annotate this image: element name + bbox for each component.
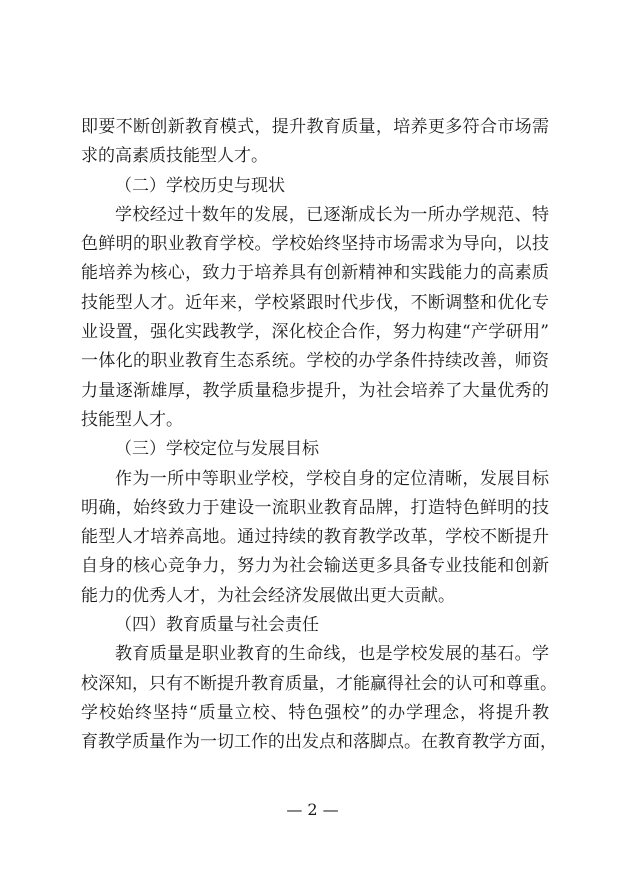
- page-number: — 2 —: [286, 800, 339, 819]
- paragraph-line: 色鲜明的职业教育学校。学校始终坚持市场需求为导向，以技: [81, 234, 549, 255]
- paragraph-line: 明确，始终致力于建设一流职业教育品牌，打造特色鲜明的技: [81, 497, 549, 518]
- paragraph-line: 一体化的职业教育生态系统。学校的办学条件持续改善，师资: [81, 351, 549, 372]
- paragraph-line: 能力的优秀人才，为社会经济发展做出更大贡献。: [81, 585, 455, 606]
- paragraph-line: 育教学质量作为一切工作的出发点和落脚点。在教育教学方面，: [81, 732, 557, 753]
- paragraph-line: 能培养为核心，致力于培养具有创新精神和实践能力的高素质: [81, 263, 549, 284]
- paragraph-line: 技能型人才。近年来，学校紧跟时代步伐，不断调整和优化专: [81, 292, 549, 313]
- paragraph-line: 教育质量是职业教育的生命线，也是学校发展的基石。学: [115, 644, 549, 665]
- paragraph-line: 力量逐渐雄厚，教学质量稳步提升，为社会培养了大量优秀的: [81, 380, 549, 401]
- paragraph-line: 技能型人才。: [81, 409, 183, 430]
- paragraph-line: 学校始终坚持“质量立校、特色强校”的办学理念，将提升教: [81, 702, 549, 723]
- section-heading-positioning: （三）学校定位与发展目标: [115, 439, 319, 460]
- section-heading-history: （二）学校历史与现状: [115, 175, 285, 196]
- paragraph-line: 校深知，只有不断提升教育质量，才能赢得社会的认可和尊重。: [81, 673, 557, 694]
- document-body: [81, 113, 557, 758]
- paragraph-line: 即要不断创新教育模式，提升教育质量，培养更多符合市场需: [81, 117, 549, 137]
- paragraph-line: 作为一所中等职业学校，学校自身的定位清晰，发展目标: [115, 468, 549, 489]
- paragraph-line: 学校经过十数年的发展，已逐渐成长为一所办学规范、特: [115, 204, 549, 225]
- section-heading-quality: （四）教育质量与社会责任: [115, 615, 319, 636]
- paragraph-line: 自身的核心竞争力，努力为社会输送更多具备专业技能和创新: [81, 556, 549, 577]
- paragraph-line: 业设置，强化实践教学，深化校企合作，努力构建“产学研用”: [81, 322, 549, 343]
- paragraph-line: 能型人才培养高地。通过持续的教育教学改革，学校不断提升: [81, 527, 549, 548]
- paragraph-line: 求的高素质技能型人才。: [81, 146, 268, 167]
